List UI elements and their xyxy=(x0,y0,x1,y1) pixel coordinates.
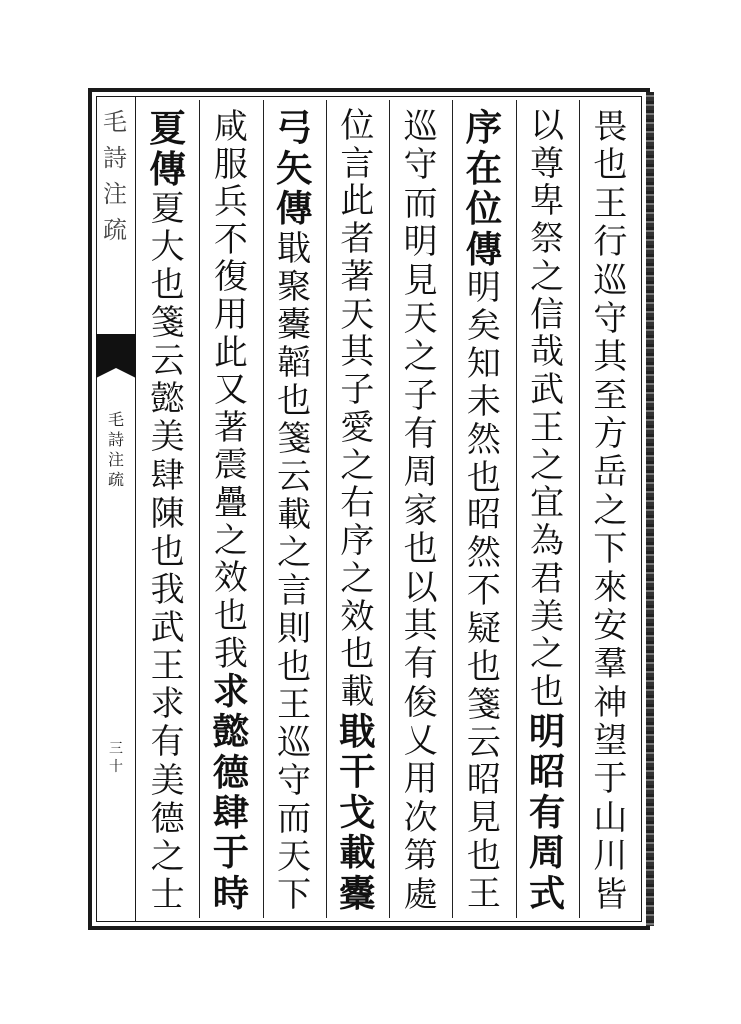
text-character: 也 xyxy=(340,634,375,675)
text-character: 懿 xyxy=(150,379,185,420)
text-character: 也 xyxy=(466,646,501,687)
text-character: 矢 xyxy=(275,146,313,190)
text-character: 陳 xyxy=(150,493,185,534)
text-character: 箋 xyxy=(466,684,501,725)
text-character: 武 xyxy=(150,608,185,649)
text-character: 之 xyxy=(593,490,628,531)
text-character: 位 xyxy=(465,187,503,231)
text-character: 來 xyxy=(593,567,628,608)
text-character: 天 xyxy=(277,837,312,878)
text-column xyxy=(584,100,636,918)
text-character: 復 xyxy=(213,257,248,297)
column-rule xyxy=(263,100,264,918)
text-character: 有 xyxy=(403,414,438,454)
text-character: 家 xyxy=(403,490,438,531)
text-character: 也 xyxy=(466,457,501,498)
text-character: 著 xyxy=(340,256,375,297)
text-character: 守 xyxy=(277,761,312,802)
text-character: 傳 xyxy=(275,187,313,231)
text-column xyxy=(205,100,257,918)
text-character: 戢 xyxy=(277,229,312,270)
gutter-title-char: 注 xyxy=(107,450,124,469)
text-character: 載 xyxy=(340,672,375,713)
text-character: 矣 xyxy=(466,306,501,347)
gutter-header xyxy=(98,104,132,324)
text-character: 處 xyxy=(403,874,438,915)
text-character: 言 xyxy=(277,571,312,612)
text-character: 見 xyxy=(466,798,501,839)
text-character: 櫜 xyxy=(339,871,376,915)
text-character: 子 xyxy=(403,375,438,416)
fishtail-mark xyxy=(96,334,136,368)
text-character: 為 xyxy=(530,521,565,562)
text-character: 王 xyxy=(530,407,565,448)
text-character: 此 xyxy=(213,332,248,372)
text-character: 咸 xyxy=(213,107,248,146)
text-character: 式 xyxy=(528,871,566,915)
text-character: 王 xyxy=(593,183,628,224)
text-character: 兵 xyxy=(213,182,248,222)
gutter-title-char: 疏 xyxy=(107,470,124,489)
text-character: 云 xyxy=(277,457,312,498)
text-character: 箋 xyxy=(277,419,312,460)
text-character: 德 xyxy=(150,798,185,839)
text-column xyxy=(142,100,194,918)
text-character: 云 xyxy=(466,722,501,763)
text-character: 效 xyxy=(213,558,248,598)
text-character: 戢 xyxy=(339,709,376,753)
text-character: 之 xyxy=(150,836,185,877)
text-character: 之 xyxy=(403,337,438,378)
text-character: 德 xyxy=(212,750,249,794)
text-character: 昭 xyxy=(466,495,501,536)
text-character: 見 xyxy=(403,260,438,301)
text-character: 下 xyxy=(593,529,628,570)
text-character: 夏 xyxy=(150,188,185,229)
text-character: 尊 xyxy=(530,143,565,184)
column-rule xyxy=(516,100,517,918)
text-character: 君 xyxy=(530,558,565,599)
gutter-title-char: 毛 xyxy=(107,410,124,429)
text-character: 于 xyxy=(212,831,249,875)
text-character: 又 xyxy=(213,370,248,410)
text-character: 箋 xyxy=(150,303,185,344)
text-character: 時 xyxy=(212,871,249,915)
text-character: 巡 xyxy=(277,723,312,764)
gutter-header-char: 疏 xyxy=(103,216,127,244)
gutter-book-title xyxy=(104,410,128,490)
text-character: 此 xyxy=(340,181,375,222)
text-character: 皆 xyxy=(593,874,628,915)
text-character: 未 xyxy=(466,381,501,422)
text-character: 我 xyxy=(213,633,248,673)
text-character: 震 xyxy=(213,445,248,485)
text-character: 也 xyxy=(213,595,248,635)
text-character: 也 xyxy=(466,836,501,877)
text-character: 士 xyxy=(150,874,185,915)
text-character: 第 xyxy=(403,836,438,877)
text-character: 夏 xyxy=(149,106,186,150)
text-character: 肆 xyxy=(212,791,249,835)
text-character: 弓 xyxy=(275,106,313,149)
column-rule xyxy=(199,100,200,918)
gutter-title-char: 詩 xyxy=(107,430,124,449)
text-character: 之 xyxy=(277,533,312,574)
gutter-header-char: 注 xyxy=(103,180,127,208)
text-character: 方 xyxy=(593,414,628,454)
text-character: 位 xyxy=(340,106,375,146)
text-character: 肆 xyxy=(150,455,185,496)
column-rule xyxy=(452,100,453,918)
text-character: 之 xyxy=(530,256,565,297)
text-character: 有 xyxy=(528,790,566,834)
text-character: 祭 xyxy=(530,219,565,260)
text-column xyxy=(458,100,510,918)
text-character: 哉 xyxy=(530,332,565,373)
text-character: 其 xyxy=(593,337,628,378)
text-character: 其 xyxy=(403,605,438,646)
text-character: 載 xyxy=(339,831,376,875)
text-character: 之 xyxy=(340,445,375,486)
text-character: 求 xyxy=(150,684,185,725)
text-character: 明 xyxy=(466,268,501,309)
text-character: 求 xyxy=(212,670,249,714)
gutter-header-char: 毛 xyxy=(103,108,127,136)
text-character: 不 xyxy=(213,219,248,259)
text-character: 守 xyxy=(403,145,438,186)
column-rule xyxy=(579,100,580,918)
text-character: 而 xyxy=(277,799,312,840)
text-character: 有 xyxy=(403,644,438,685)
text-character: 序 xyxy=(465,106,503,149)
column-rule xyxy=(326,100,327,918)
text-character: 有 xyxy=(150,722,185,763)
text-character: 望 xyxy=(593,721,628,761)
text-character: 戈 xyxy=(339,790,376,834)
text-column xyxy=(395,100,447,918)
text-character: 畏 xyxy=(593,107,628,147)
text-character: 干 xyxy=(339,750,376,794)
text-character: 明 xyxy=(403,222,438,263)
text-character: 在 xyxy=(465,146,503,190)
text-character: 周 xyxy=(528,831,566,875)
text-character: 昭 xyxy=(466,760,501,801)
text-character: 下 xyxy=(277,875,312,916)
text-character: 次 xyxy=(403,797,438,838)
text-character: 然 xyxy=(466,533,501,574)
text-character: 其 xyxy=(340,332,375,373)
gutter-page-number: 三十 xyxy=(109,741,123,775)
text-character: 川 xyxy=(593,836,628,877)
text-character: 王 xyxy=(466,874,501,915)
text-character: 天 xyxy=(403,298,438,339)
text-character: 至 xyxy=(593,375,628,416)
text-character: 疑 xyxy=(466,609,501,650)
text-character: 信 xyxy=(530,294,565,335)
text-character: 云 xyxy=(150,341,185,382)
gutter-header-char: 詩 xyxy=(103,144,127,172)
text-character: 而 xyxy=(403,183,438,224)
text-character: 于 xyxy=(593,759,628,800)
text-character: 宜 xyxy=(530,483,565,524)
text-character: 傳 xyxy=(149,146,186,191)
text-character: 以 xyxy=(403,567,438,608)
text-character: 載 xyxy=(277,495,312,536)
text-column xyxy=(268,100,320,918)
text-character: 也 xyxy=(530,672,565,713)
text-character: 美 xyxy=(150,417,185,458)
text-character: 聚 xyxy=(277,267,312,308)
text-character: 也 xyxy=(403,529,438,570)
text-column xyxy=(331,100,383,918)
text-character: 愛 xyxy=(340,407,375,448)
text-character: 右 xyxy=(340,483,375,524)
text-character: 序 xyxy=(340,521,375,562)
text-character: 之 xyxy=(340,558,375,599)
text-character: 王 xyxy=(150,646,185,687)
text-character: 武 xyxy=(530,370,565,411)
text-character: 不 xyxy=(466,571,501,612)
text-character: 乂 xyxy=(403,721,438,761)
text-character: 櫜 xyxy=(277,305,312,346)
text-character: 懿 xyxy=(212,710,249,754)
text-character: 我 xyxy=(150,569,185,610)
text-character: 效 xyxy=(340,596,375,637)
text-character: 韜 xyxy=(277,343,312,384)
column-rule xyxy=(389,100,390,918)
text-character: 也 xyxy=(150,531,185,572)
text-character: 之 xyxy=(530,445,565,486)
text-character: 岳 xyxy=(593,452,628,493)
text-character: 也 xyxy=(277,647,312,688)
text-character: 明 xyxy=(528,709,566,753)
text-character: 神 xyxy=(593,682,628,723)
text-character: 巡 xyxy=(593,260,628,301)
text-character: 美 xyxy=(530,596,565,637)
text-character: 之 xyxy=(530,634,565,675)
text-character: 者 xyxy=(340,219,375,260)
text-character: 則 xyxy=(277,609,312,650)
text-character: 美 xyxy=(150,760,185,801)
text-character: 用 xyxy=(403,759,438,800)
text-character: 山 xyxy=(593,797,628,838)
text-character: 天 xyxy=(340,294,375,335)
text-character: 大 xyxy=(150,226,185,267)
text-character: 行 xyxy=(593,222,628,263)
text-character: 著 xyxy=(213,407,248,447)
text-character: 羣 xyxy=(593,644,628,685)
text-character: 卑 xyxy=(530,181,565,222)
text-character: 也 xyxy=(150,264,185,305)
text-character: 言 xyxy=(340,143,375,184)
text-character: 知 xyxy=(466,344,501,385)
text-character: 也 xyxy=(277,381,312,422)
text-character: 以 xyxy=(530,106,565,146)
text-column xyxy=(521,100,573,918)
text-character: 之 xyxy=(213,520,248,560)
text-character: 也 xyxy=(593,145,628,186)
text-character: 守 xyxy=(593,298,628,339)
page-edge-strip xyxy=(646,92,654,926)
text-character: 疊 xyxy=(213,483,248,523)
text-character: 服 xyxy=(213,144,248,184)
text-character: 安 xyxy=(593,605,628,646)
text-character: 俊 xyxy=(403,682,438,723)
text-character: 周 xyxy=(403,452,438,493)
text-character: 王 xyxy=(277,685,312,726)
text-character: 巡 xyxy=(403,107,438,147)
text-character: 然 xyxy=(466,419,501,460)
text-character: 用 xyxy=(213,295,248,335)
text-character: 子 xyxy=(340,370,375,411)
text-character: 傳 xyxy=(465,227,503,271)
text-character: 昭 xyxy=(528,750,566,794)
